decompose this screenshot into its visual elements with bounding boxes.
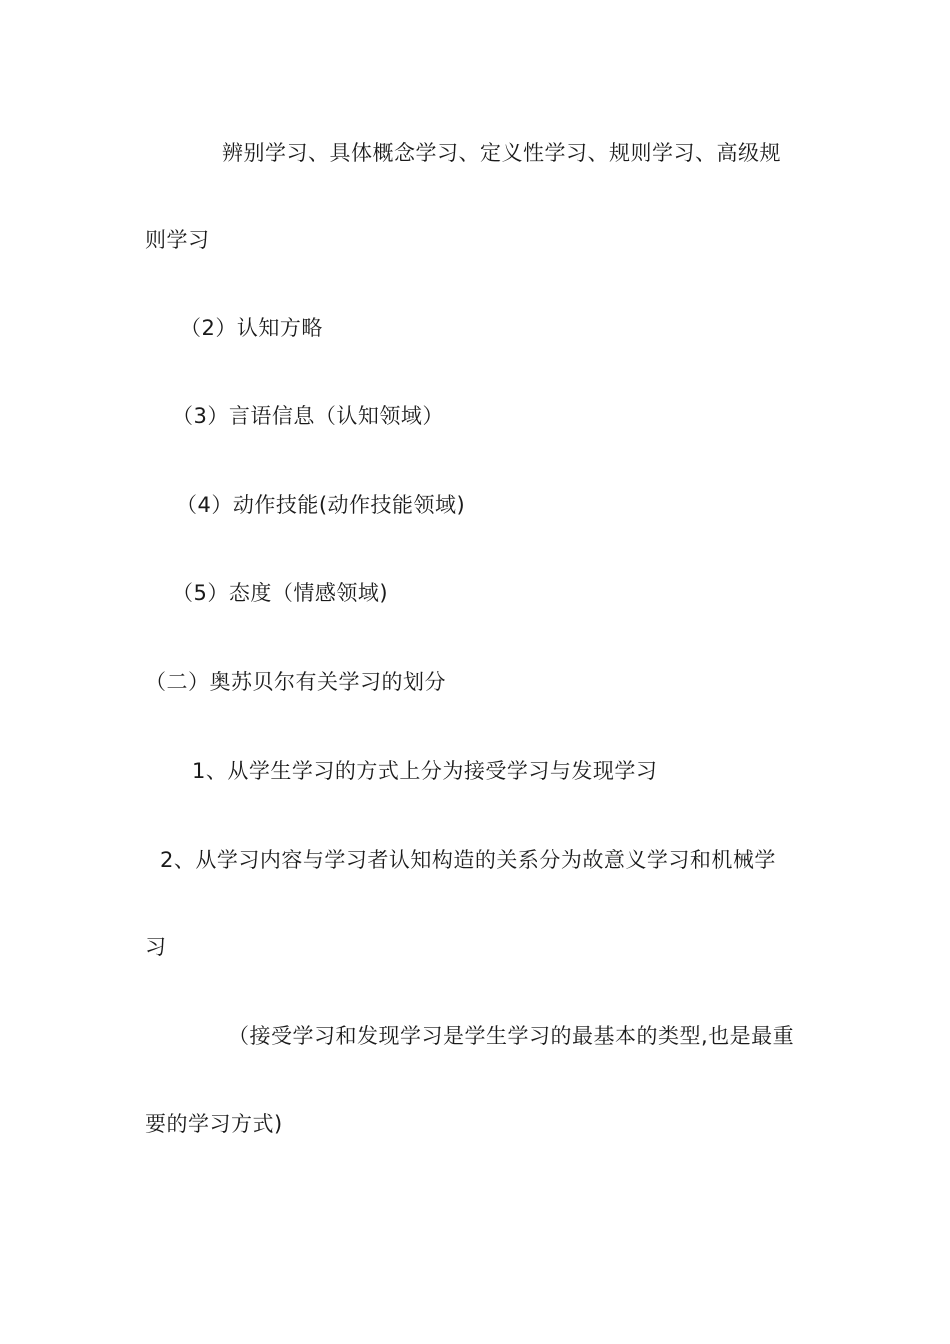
text-line: 习 — [145, 935, 167, 959]
list-item: 2、从学习内容与学习者认知构造的关系分为故意义学习和机械学 — [160, 848, 776, 872]
list-item: （4）动作技能(动作技能领域) — [176, 493, 466, 517]
text-line: 则学习 — [145, 228, 210, 252]
note-text: （接受学习和发现学习是学生学习的最基本的类型,也是最重 — [228, 1024, 795, 1048]
list-item: （5）态度（情感领域) — [172, 581, 389, 605]
section-heading: （二）奥苏贝尔有关学习的划分 — [145, 670, 446, 694]
note-text: 要的学习方式) — [145, 1112, 283, 1136]
list-item: 1、从学生学习的方式上分为接受学习与发现学习 — [192, 759, 658, 783]
list-item: （2）认知方略 — [180, 316, 323, 340]
list-item: （3）言语信息（认知领域） — [172, 404, 444, 428]
text-line: 辨别学习、具体概念学习、定义性学习、规则学习、高级规 — [222, 141, 781, 165]
